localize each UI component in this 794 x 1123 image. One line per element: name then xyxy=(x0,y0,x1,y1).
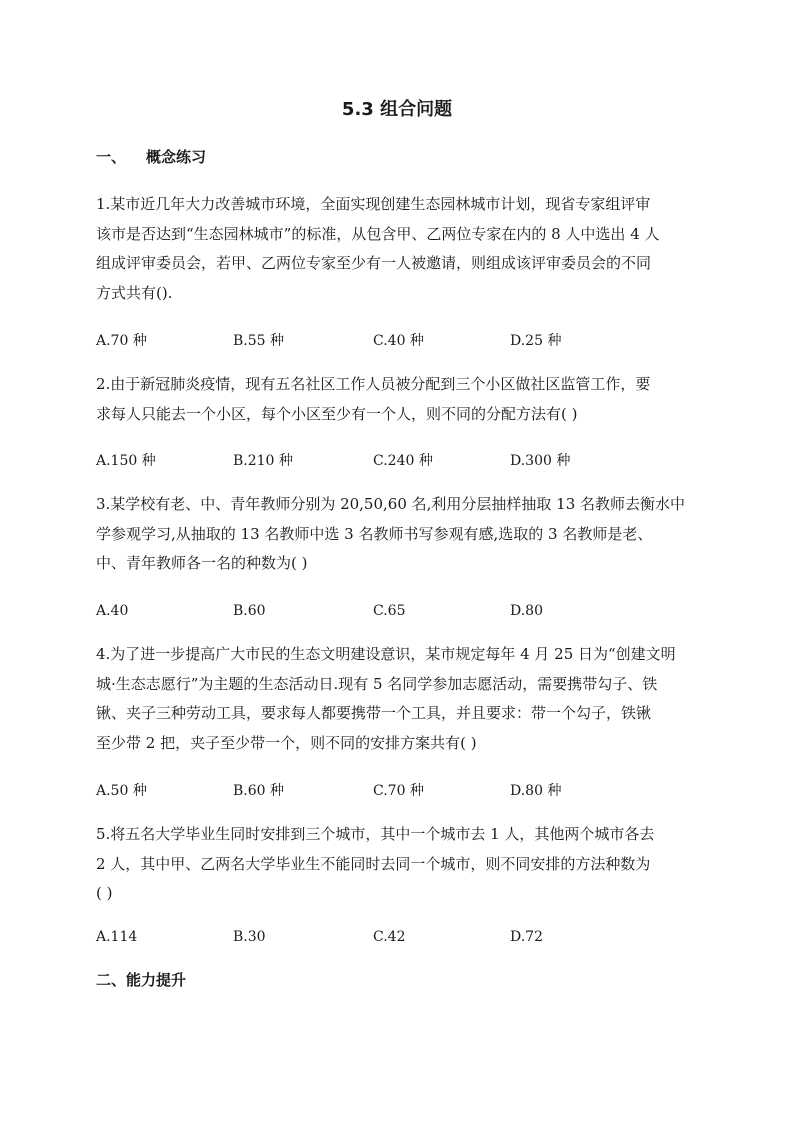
question-3-options xyxy=(96,599,700,623)
question-1 xyxy=(96,190,700,309)
option-c: C.240 种 xyxy=(373,453,433,469)
option-b: B.60 种 xyxy=(233,783,285,799)
question-line: 5.将五名大学毕业生同时安排到三个城市，其中一个城市去 1 人，其他两个城市各去 xyxy=(96,825,655,843)
option-a: A.114 xyxy=(96,929,138,945)
option-c: C.65 xyxy=(373,603,406,619)
question-4 xyxy=(96,640,700,759)
option-a: A.40 xyxy=(96,603,129,619)
question-line: 求每人只能去一个小区，每个小区至少有一个人，则不同的分配方法有( ) xyxy=(96,404,578,423)
option-b: B.30 xyxy=(233,929,266,945)
question-line: 3.某学校有老、中、青年教师分别为 20,50,60 名,利用分层抽样抽取 13 名教师去衡水中 xyxy=(96,495,686,513)
question-line: 至少带 2 把，夹子至少带一个，则不同的安排方案共有( ) xyxy=(96,734,477,753)
option-d: D.300 种 xyxy=(510,453,571,469)
option-b: B.60 xyxy=(233,603,266,619)
section-title: 概念练习 xyxy=(146,148,207,166)
option-d: D.80 xyxy=(510,603,543,619)
option-a: A.50 种 xyxy=(96,783,147,799)
question-line: 中、青年教师各一名的种数为( ) xyxy=(96,554,308,573)
question-line: 方式共有(). xyxy=(96,284,173,303)
section-title: 能力提升 xyxy=(126,971,187,989)
option-a: A.150 种 xyxy=(96,453,156,469)
question-5 xyxy=(96,820,700,909)
option-c: C.70 种 xyxy=(373,783,424,799)
question-line: 锹、夹子三种劳动工具，要求每人都要携带一个工具，并且要求：带一个勾子，铁锹 xyxy=(96,704,652,723)
question-line: 学参观学习,从抽取的 13 名教师中选 3 名教师书写参观有感,选取的 3 名教师是老、 xyxy=(96,524,653,543)
question-line: 城·生态志愿行”为主题的生态活动日.现有 5 名同学参加志愿活动，需要携带勾子、铁 xyxy=(96,674,658,693)
section-heading-1 xyxy=(96,145,206,169)
option-c: C.42 xyxy=(373,929,406,945)
question-2 xyxy=(96,370,700,429)
option-d: D.72 xyxy=(510,929,543,945)
option-d: D.80 种 xyxy=(510,783,562,799)
option-b: B.55 种 xyxy=(233,333,285,349)
question-2-options xyxy=(96,449,700,473)
question-line: 2 人，其中甲、乙两名大学毕业生不能同时去同一个城市，则不同安排的方法种数为 xyxy=(96,854,651,873)
option-a: A.70 种 xyxy=(96,333,147,349)
question-line: 2.由于新冠肺炎疫情，现有五名社区工作人员被分配到三个小区做社区监管工作，要 xyxy=(96,375,651,393)
question-5-options xyxy=(96,925,700,949)
option-d: D.25 种 xyxy=(510,333,562,349)
option-c: C.40 种 xyxy=(373,333,424,349)
question-line: 该市是否达到“生态园林城市”的标准，从包含甲、乙两位专家在内的 8 人中选出 4 人 xyxy=(96,224,660,243)
question-line: 1.某市近几年大力改善城市环境，全面实现创建生态园林城市计划，现省专家组评审 xyxy=(96,195,651,213)
question-line: 组成评审委员会，若甲、乙两位专家至少有一人被邀请，则组成该评审委员会的不同 xyxy=(96,254,652,273)
question-3 xyxy=(96,490,700,579)
option-b: B.210 种 xyxy=(233,453,293,469)
question-4-options xyxy=(96,779,700,803)
section-heading-2 xyxy=(96,968,186,992)
question-line: ( ) xyxy=(96,884,113,903)
question-line: 4.为了进一步提高广大市民的生态文明建设意识，某市规定每年 4 月 25 日为“创建文明 xyxy=(96,645,676,663)
section-number: 一、 xyxy=(96,148,127,166)
page-title: 5.3 组合问题 xyxy=(341,99,453,120)
section-number: 二、 xyxy=(96,971,127,989)
question-1-options xyxy=(96,329,700,353)
